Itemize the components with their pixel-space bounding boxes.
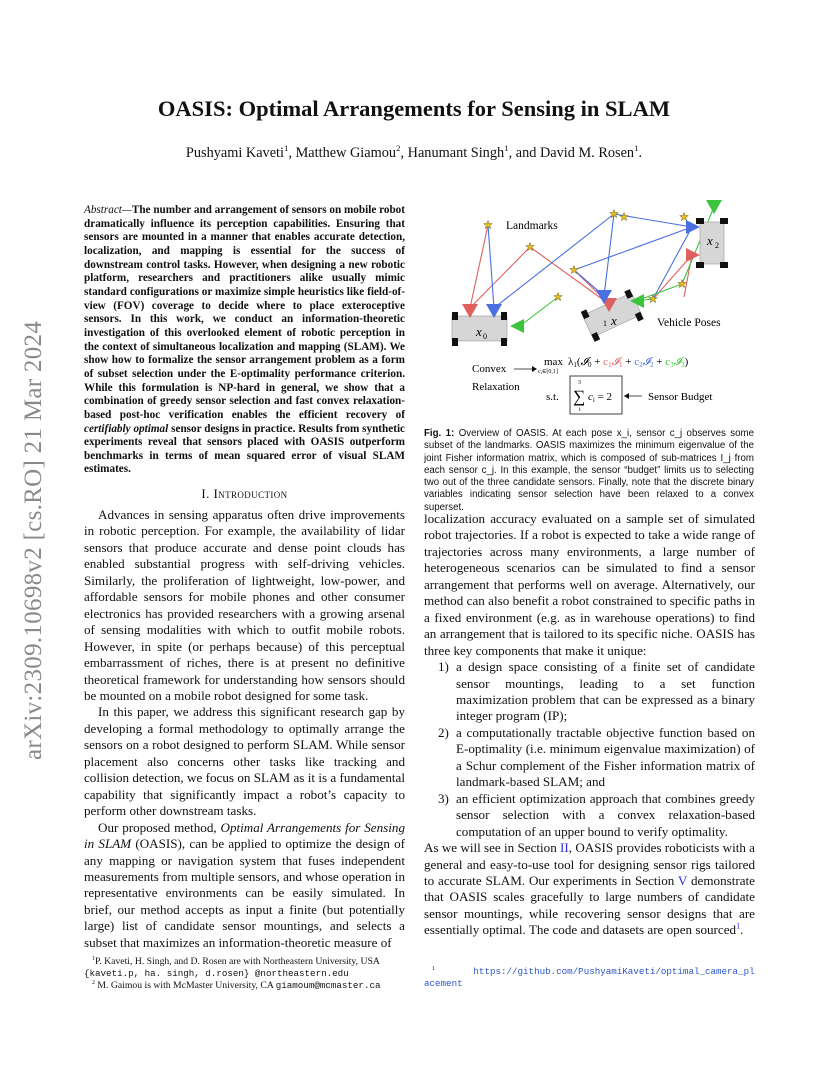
svg-text:i: i [579, 407, 581, 413]
svg-text:max: max [544, 356, 563, 368]
label-relaxation: Relaxation [472, 381, 520, 393]
key-components-list [424, 659, 755, 840]
paragraph: Advances in sensing apparatus often drive improvements in robotic perception. For example, the availability of lidar sensors that produce accurate and dense point clouds has enabled substantial progress with self-driving vehicles. Similarly, the proliferation of lightweight, low-power, and affordable sensors for mobile phones and other consumer electronics has provided researchers with a growing arsenal of sensing modalities with which to outfit mobile robots. However, in spite (or perhaps because) of this perceptual embarrassment of riches, there is at present no definitive theoretical framework for understanding how sensors should be mounted on a mobile robot designed for some task. [84, 507, 405, 703]
abstract-text: The number and arrangement of sensors on mobile robot dramatically influence its perception capabilities. Ensuring that sensors are mounted in a manner that enables accurate detection, localization, and mapping is essential for the success of downstream control tasks. However, when designing a new robotic platform, researchers and practitioners alike usually mimic standard configurations or maximize simple heuristics like field-of-view (FOV) coverage to decide where to place exteroceptive sensors. In this work, we conduct an information-theoretic investigation of this overlooked element of robotic perception in the context of simultaneous localization and mapping (SLAM). We show how to formalize the sensor arrangement problem as a form of subset selection under the E-optimality performance criterion. While this formulation is NP-hard in general, we show that a combination of greedy sensor selection and fast convex relaxation-based post-hoc verification enables the efficient recovery of [84, 204, 405, 421]
author-footnotes [84, 956, 406, 992]
label-sensor-budget: Sensor Budget [648, 391, 713, 403]
paper-title: OASIS: Optimal Arrangements for Sensing in SLAM [157, 96, 671, 121]
budget-constraint [546, 376, 712, 414]
code-footnote: $^1$ https://github.com/PushyamiKaveti/optimal_camera_placement [424, 965, 755, 989]
footnote-ref-link[interactable]: 1 [736, 921, 741, 931]
svg-text:x: x [476, 324, 482, 339]
figure-oasis-overview [424, 192, 756, 424]
abstract-text-end: sensor designs in practice. Results from synthetic experiments reveal that sensors placed with OASIS outperform benchmarks in terms of mean squared error of visual SLAM estimates. [84, 422, 406, 476]
footnote-1: $^1$P. Kaveti, H. Singh, and D. Rosen are with Northeastern University, USA {kaveti.p, ha. singh, d.rosen} @northeastern.edu [84, 955, 380, 979]
list-item: 3) an efficient optimization approach that combines greedy sensor selection with a convex relaxation-based computation of an upper bound to verify optimality. [438, 790, 755, 839]
figure-caption: Fig. 1: Overview of OASIS. At each pose x_i, sensor c_j observes some subset of the landmarks. OASIS maximizes the minimum eigenvalue of the joint Fisher information matrix, which is composed of sub-matrices I_j from each sensor c_j. In this example, the sensor “budget” limits us to selecting two out of the three candidate sensors. Finally, note that the discrete binary variables indicating sensor selection have been relaxed to a convex superset. [424, 428, 754, 513]
label-vehicle-poses: Vehicle Poses [657, 317, 721, 329]
vehicle-pose-x2 [696, 218, 728, 268]
svg-text:2: 2 [715, 241, 719, 250]
author-list: Pushyami Kaveti$^1$, Matthew Giamou$^2$, Hanumant Singh$^1$, and David M. Rosen$^1$. [185, 143, 643, 161]
svg-text:∑: ∑ [573, 387, 586, 406]
left-column-body [84, 507, 405, 951]
vehicle-pose-x1 [581, 289, 644, 342]
svg-text:λ1(𝓘0 + c1𝓘1 + c2𝓘2 + c3𝓘3: λ1(𝓘0 + c1𝓘1 + c2𝓘2 + c3𝓘3) [568, 356, 689, 369]
red-sensor-lines [470, 225, 692, 308]
svg-text:3: 3 [578, 380, 581, 386]
list-item: 1) a design space consisting of a finite set of candidate sensor mountings, leading to a set function maximization problem that can be expressed as a binary integer program (IP); [438, 659, 755, 724]
abstract [84, 204, 405, 477]
svg-text:0: 0 [483, 332, 487, 341]
svg-text:ci = 2: ci = 2 [588, 391, 613, 404]
paragraph: localization accuracy evaluated on a sample set of simulated robot trajectories. If a robot is expected to take a wide range of trajectories across many environments, a large number of heterogeneous scenarios can be simulated to find a sensor arrangement that performs well on average. Alternatively, our method can also benefit a robot constrained to specific paths in a fixed environment (e.g. as in warehouse operations) to find an arrangement that is tailored to its specific niche. OASIS has three key components that make it unique: [424, 511, 755, 658]
sensor-c2-markers [486, 220, 700, 318]
footnote-2: $^2$ M. Gaimou is with McMaster University, CA giamoum@mcmaster.ca [92, 979, 381, 991]
paragraph: As we will see in Section II, OASIS provides roboticists with a general and easy-to-use tool for designing sensor rigs tailored to accurate SLAM. Our experiments in Section V demonstrate that OASIS scales gracefully to large numbers of candidate sensor mountings, while recovering sensor designs that are essentially optimal. The code and datasets are open sourced$^1$. [424, 840, 755, 938]
svg-text:ci∈[0,1]: ci∈[0,1] [538, 369, 558, 375]
code-url-link[interactable]: https://github.com/PushyamiKaveti/optimal_camera_placement [424, 966, 755, 989]
objective-formula [538, 356, 689, 375]
section-heading: I. Introduction [201, 486, 288, 501]
paragraph: Our proposed method, Optimal Arrangements for Sensing in SLAM (OASIS), can be applied to optimize the design of any mapping or navigation system that fuses independent measurements from multiple sensors, and whose operation in representative environments can be easily simulated. In brief, our method accepts as input a finite (but potentially large) list of candidate sensor mountings, and selects a subset that maximizes an information-theoretic measure of [84, 819, 405, 950]
x1-subscript: 1 [603, 319, 607, 328]
label-convex: Convex [472, 363, 507, 375]
svg-text:s.t.: s.t. [546, 391, 559, 403]
abstract-label: Abstract— [84, 204, 132, 216]
list-item: 2) a computationally tractable objective function based on E-optimality (i.e. minimum eigenvalue maximization) of a Schur complement of the Fisher information matrix of landmark-based SLAM; and [438, 724, 755, 790]
vehicle-pose-x0 [452, 312, 507, 346]
section-ref-link[interactable]: II [560, 840, 569, 856]
section-ref-link[interactable]: V [677, 872, 688, 888]
paragraph: In this paper, we address this significant research gap by developing a formal methodology to optimally arrange the sensors on a robot designed to perform SLAM. While sensor placement also concerns other tasks like tracking and collision detection, we focus on SLAM as it is a fundamental capability that significantly impact a robot’s capacity to perform other downstream tasks. [84, 704, 405, 819]
svg-text:x: x [707, 233, 713, 248]
abstract-italic: certifiably optimal [84, 422, 169, 435]
arxiv-identifier: arXiv:2309.10698v2 [cs.RO] 21 Mar 2024 [20, 320, 47, 760]
label-landmarks: Landmarks [506, 220, 558, 232]
svg-text:x: x [611, 313, 617, 328]
right-column-body [424, 511, 755, 939]
